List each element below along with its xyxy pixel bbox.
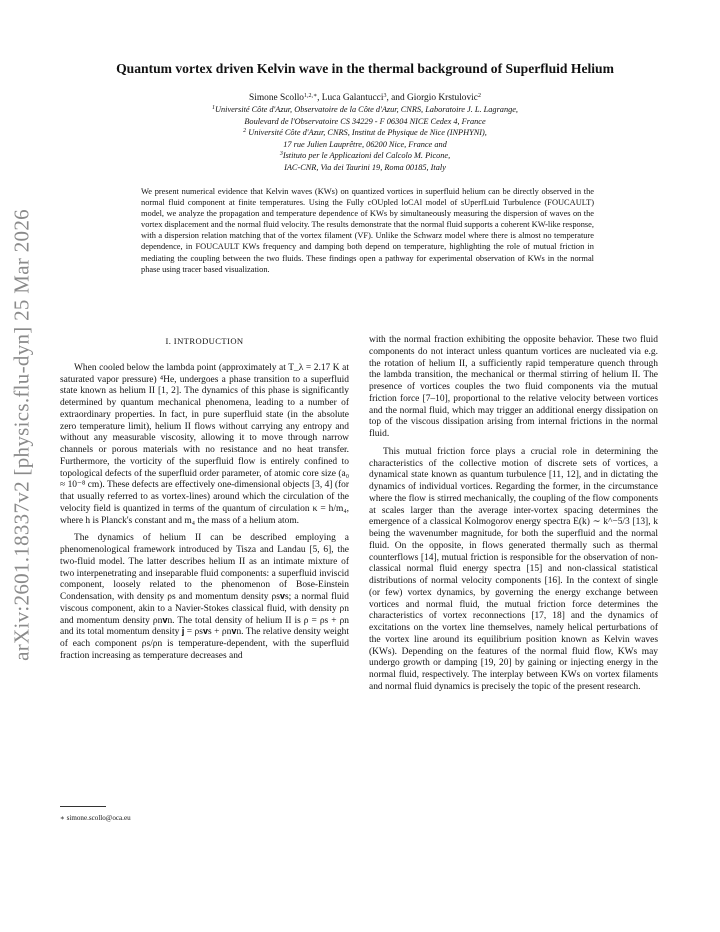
paragraph: This mutual friction force plays a crucial role in determining the characteristics of the collective motion of discrete sets of vortices, a dynamical state known as quantum turbulence [11, 12], and in dictating the dynamics of individual vortices. Regarding the former, in the circumstance where the flow is stirred mechanically, the coupling of the flow components at scales larger than the average inter-vortex spacing determines the emergence of a classical Kolmogorov energy spectra E(k) ∼ k^−5/3 [13], k being the wavenumber magnitude, for both the superfluid and the normal fluid. On the opposite, in flows generated thermally such as thermal counterflows [14], mutual friction is responsible for the observation of non-classical normal fluid energy spectra [15] and non-classical statistical distributions of normal velocity components [16]. In the context of single (or few) vortex dynamics, by governing the energy exchange between vortices and normal fluid, the mutual friction force determines the characteristics of vortex reconnections [17, 18] and the dynamics of excitations on the vortex line themselves, namely helical perturbations of the vortex line around its equilibrium position known as Kelvin waves (KWs). Depending on the features of the normal fluid flow, KWs may undergo growth or damping [19, 20] by gaining or injecting energy in the normal fluid, respectively. The interplay between KWs on vortex filaments and normal fluid dynamics is precisely the topic of the present research. [369, 446, 658, 692]
affiliation-line: 17 rue Julien Lauprêtre, 06200 Nice, France and [283, 139, 447, 149]
right-column [369, 335, 658, 700]
author-2-marks: 3 [383, 93, 387, 99]
footnote-rule [60, 806, 106, 807]
affiliation-line: IAC-CNR, Via dei Taurini 19, Roma 00185, Italy [284, 162, 446, 172]
affiliation-line [60, 150, 670, 162]
affiliation-text: Istituto per le Applicazioni del Calcolo M. Picone, [282, 151, 451, 161]
paragraph: with the normal fraction exhibiting the opposite behavior. These two fluid components do not interact unless quantum vortices are nucleated via e.g. the rotation of helium II, a sufficiently rapid temperature quench through the lambda transition, the mechanical or thermal stirring of helium II. The presence of vortices couples the two fluid components via the mutual friction force [7–10], proportional to the relative velocity between vortices and the normal fluid, which may trigger an additional energy dissipation on top of the viscous dissipation arising from internal frictions in the normal fluid. [369, 335, 658, 439]
affiliation-line [60, 127, 670, 139]
author-3: , and Giorgio Krstulovic [386, 93, 478, 103]
paragraph: The dynamics of helium II can be described employing a phenomenological framework introduced by Tisza and Landau [5, 6], the two-fluid model. The latter describes helium II as an intimate mixture of two interpenetrating and inseparable fluid components: a superfluid inviscid component, loosely related to the phenomenon of Bose-Einstein Condensation, with density ρs and momentum density ρs𝐯s; a normal fluid viscous component, akin to a Navier-Stokes classical fluid, with density ρn and momentum density ρn𝐯n. The total density of helium II is ρ = ρs + ρn and its total momentum density 𝐣 = ρs𝐯s + ρn𝐯n. The relative density weight of each component ρs/ρn is temperature-dependent, with the superfluid fraction increasing as temperature decreases and [60, 533, 349, 661]
left-column [60, 336, 349, 669]
affiliations [60, 104, 670, 174]
author-list [60, 93, 670, 105]
author-3-marks: 2 [477, 93, 481, 99]
affiliation-line: Boulevard de l'Observatoire CS 34229 - F 06304 NICE Cedex 4, France [244, 116, 486, 126]
affiliation-mark: 1 [212, 105, 215, 111]
affiliation-mark: 3 [279, 151, 283, 158]
footnote: ∗ simone.scollo@oca.eu [60, 814, 131, 822]
author-1: Simone Scollo [249, 93, 304, 103]
paragraph: When cooled below the lambda point (approximately at T_λ = 2.17 K at saturated vapor pressure) ⁴He, undergoes a phase transition to a superfluid state known as helium II [1, 2]. The dynamics of this phase is significantly determined by quantum mechanical phenomena, leading to a number of extraordinary properties. In fact, in pure superfluid state (in the absolute zero temperature limit), helium II flows without carrying any entropy and without any measurable viscosity, allowing it to move through narrow channels or porous materials with no resistance and no heat transfer. Furthermore, the vorticity of the superfluid flow is entirely confined to topological defects of the superfluid order parameter, of atomic core size (a₀ ≈ 10⁻⁸ cm). These defects are effectively one-dimensional objects [3, 4] (for that usually referred to as vortex-lines) around which the circulation of the velocity field is quantized in terms of the quantum of circulation κ = h/m₄, where h is Planck's constant and m₄ the mass of a helium atom. [60, 362, 349, 526]
affiliation-text: Université Côte d'Azur, CNRS, Institut de Physique de Nice (INPHYNI), [246, 128, 487, 138]
affiliation-mark: 2 [243, 128, 247, 135]
section-heading: I. INTRODUCTION [165, 336, 244, 346]
paper-title: Quantum vortex driven Kelvin wave in the thermal background of Superfluid Helium [116, 61, 614, 76]
abstract: We present numerical evidence that Kelvin waves (KWs) on quantized vortices in superfluid helium can be directly observed in the normal fluid component at finite temperatures. Using the Fully cOUpled loCAl model of sUperfLuid Turbulence (FOUCAULT) model, we analyze the propagation and temperature dependence of KWs by simultaneously measuring the dispersion of waves on the vortex displacement and the normal fluid velocity. The results demonstrate that the normal fluid supports a coherent KW-like response, with a dispersion relation matching that of the vortex filament (VF). Unlike the Schwarz model where there is almost no temperature dependence, in FOUCAULT KWs frequency and damping both depend on temperature, highlighting the role of mutual friction in mediating the coupling between the two fluids. These findings open a pathway for experimental observation of KWs in the normal phase using tracer based visualization. [141, 187, 594, 274]
affiliation-line [60, 104, 670, 116]
author-1-marks: 1,2,∗ [304, 93, 318, 99]
arxiv-identifier [8, 210, 36, 660]
affiliation-text: Université Côte d'Azur, Observatoire de la Côte d'Azur, CNRS, Laboratoire J. L. Lagrange, [215, 105, 518, 114]
arxiv-id-text: arXiv:2601.18337v2 [physics.flu-dyn] 25 Mar 2026 [9, 209, 34, 661]
author-2: , Luca Galantucci [317, 93, 384, 103]
